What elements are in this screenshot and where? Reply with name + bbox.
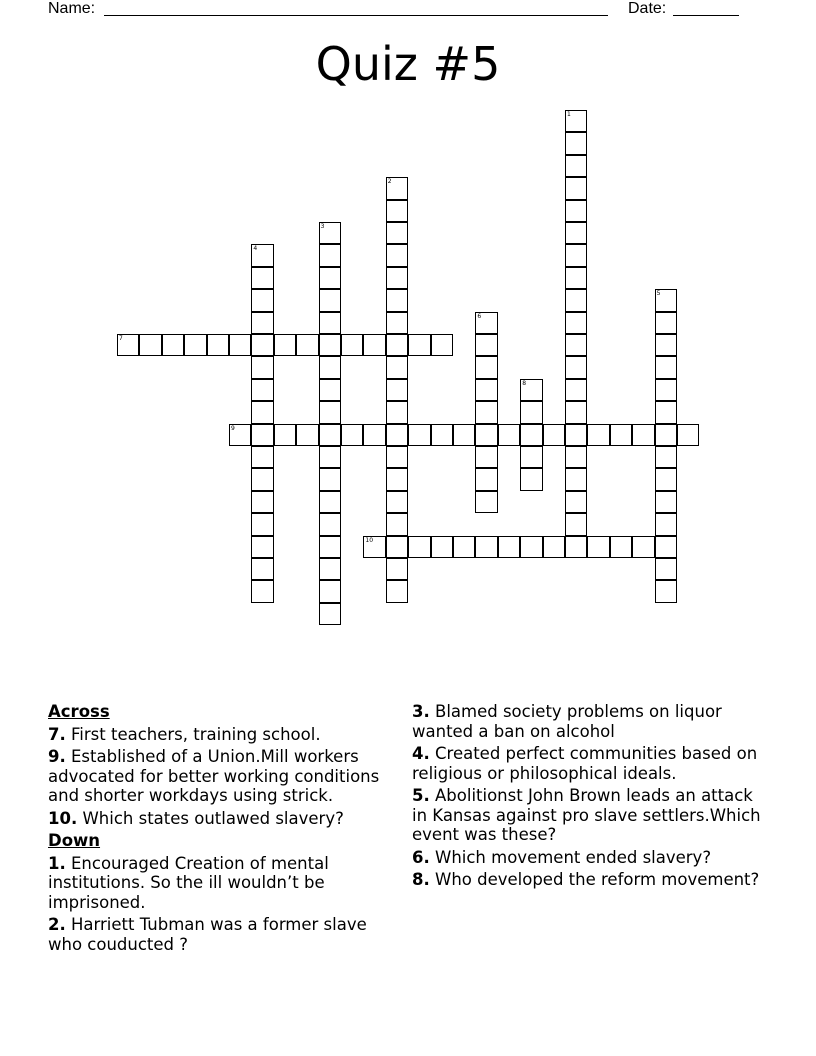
crossword-cell[interactable] [251, 289, 273, 311]
crossword-cell[interactable] [386, 379, 408, 401]
crossword-cell[interactable] [520, 446, 542, 468]
crossword-cell[interactable] [251, 334, 273, 356]
crossword-cell[interactable] [319, 580, 341, 602]
crossword-cell[interactable] [319, 289, 341, 311]
crossword-cell[interactable] [386, 401, 408, 423]
crossword-cell[interactable] [655, 558, 677, 580]
crossword-cell[interactable] [498, 536, 520, 558]
crossword-cell[interactable] [251, 491, 273, 513]
crossword-cell[interactable] [475, 424, 497, 446]
crossword-cell[interactable] [565, 536, 587, 558]
clue-text: First teachers, training school. [71, 724, 321, 744]
crossword-cell[interactable] [565, 177, 587, 199]
crossword-cell[interactable] [565, 468, 587, 490]
crossword-cell[interactable] [319, 513, 341, 535]
clue-number: 8. [412, 870, 430, 889]
crossword-cell[interactable] [655, 513, 677, 535]
clues-right-column [412, 702, 762, 893]
cell-number: 10 [365, 536, 374, 544]
crossword-cell[interactable] [386, 267, 408, 289]
crossword-cell[interactable] [520, 536, 542, 558]
page-title: Quiz #5 [315, 37, 501, 91]
crossword-cell[interactable] [520, 379, 542, 401]
crossword-cell[interactable] [655, 446, 677, 468]
crossword-cell[interactable] [162, 334, 184, 356]
clue-number: 3. [412, 702, 430, 721]
crossword-cell[interactable] [655, 491, 677, 513]
clue-text: Which movement ended slavery? [435, 847, 712, 867]
crossword-cell[interactable] [251, 401, 273, 423]
cell-number: 5 [656, 290, 661, 298]
crossword-cell[interactable] [251, 446, 273, 468]
crossword-cell[interactable] [565, 513, 587, 535]
crossword-cell[interactable] [565, 222, 587, 244]
cell-number: 4 [253, 245, 258, 253]
clue-number: 10. [48, 808, 78, 828]
clue-down-8 [412, 870, 762, 890]
name-label: Name: [48, 0, 96, 17]
clue-number: 1. [48, 853, 66, 873]
crossword-cell[interactable] [386, 446, 408, 468]
crossword-cell[interactable] [543, 536, 565, 558]
crossword-cell[interactable] [565, 132, 587, 154]
crossword-cell[interactable] [565, 267, 587, 289]
clue-number: 5. [412, 786, 430, 805]
clue-text: Created perfect communities based on religious or philosophical ideals. [412, 744, 758, 783]
crossword-cell[interactable] [319, 222, 341, 244]
clue-down-2 [48, 915, 404, 954]
crossword-cell[interactable] [520, 424, 542, 446]
crossword-cell[interactable] [319, 491, 341, 513]
crossword-cell[interactable] [587, 536, 609, 558]
clue-number: 9. [48, 747, 66, 766]
clue-across-10 [48, 809, 404, 829]
crossword-cell[interactable] [565, 155, 587, 177]
crossword-cell[interactable] [655, 401, 677, 423]
clue-text: Who developed the reform movement? [435, 870, 760, 889]
crossword-cell[interactable] [319, 312, 341, 334]
crossword-cell[interactable] [251, 468, 273, 490]
crossword-cell[interactable] [207, 334, 229, 356]
crossword-cell[interactable] [520, 401, 542, 423]
clue-across-9 [48, 747, 404, 806]
clue-text: Harriett Tubman was a former slave who couducted ? [48, 915, 367, 954]
crossword-cell[interactable] [475, 356, 497, 378]
crossword-cell[interactable] [408, 334, 430, 356]
crossword-cell[interactable] [386, 356, 408, 378]
crossword-cell[interactable] [319, 468, 341, 490]
crossword-cell[interactable] [565, 491, 587, 513]
cell-number: 1 [567, 111, 571, 118]
clue-number: 7. [48, 724, 66, 744]
crossword-cell[interactable] [677, 424, 699, 446]
crossword-cell[interactable] [251, 267, 273, 289]
cell-number: 6 [477, 312, 482, 320]
crossword-cell[interactable] [565, 110, 587, 132]
crossword-cell[interactable] [139, 334, 161, 356]
crossword-cell[interactable] [475, 312, 497, 334]
crossword-cell[interactable] [319, 267, 341, 289]
crossword-cell[interactable] [319, 334, 341, 356]
crossword-cell[interactable] [251, 356, 273, 378]
crossword-cell[interactable] [341, 424, 363, 446]
clue-down-4 [412, 744, 762, 783]
crossword-cell[interactable] [251, 513, 273, 535]
cell-number: 2 [387, 178, 392, 186]
crossword-cell[interactable] [386, 312, 408, 334]
crossword-cell[interactable] [386, 558, 408, 580]
crossword-cell[interactable] [251, 580, 273, 602]
crossword-cell[interactable] [296, 334, 318, 356]
crossword-cell[interactable] [251, 379, 273, 401]
cell-number: 7 [119, 335, 123, 342]
crossword-cell[interactable] [184, 334, 206, 356]
crossword-cell[interactable] [319, 379, 341, 401]
crossword-cell[interactable] [386, 334, 408, 356]
cell-number: 8 [522, 379, 527, 387]
crossword-cell[interactable] [363, 536, 385, 558]
crossword-cell[interactable] [319, 356, 341, 378]
clue-number: 6. [412, 847, 430, 867]
crossword-cell[interactable] [251, 558, 273, 580]
crossword-cell[interactable] [229, 424, 251, 446]
clue-text: Blamed society problems on liquor wanted a ban on alcohol [412, 702, 722, 741]
clue-number: 2. [48, 915, 66, 934]
crossword-cell[interactable] [341, 334, 363, 356]
crossword-cell[interactable] [319, 603, 341, 625]
clue-number: 4. [412, 744, 430, 763]
crossword-cell[interactable] [610, 424, 632, 446]
crossword-cell[interactable] [319, 401, 341, 423]
crossword-cell[interactable] [319, 244, 341, 266]
crossword-cell[interactable] [475, 379, 497, 401]
crossword-cell[interactable] [475, 491, 497, 513]
crossword-cell[interactable] [655, 356, 677, 378]
cell-number: 3 [320, 223, 325, 230]
crossword-cell[interactable] [565, 401, 587, 423]
crossword-cell[interactable] [565, 312, 587, 334]
crossword-cell[interactable] [274, 334, 296, 356]
crossword-cell[interactable] [363, 424, 385, 446]
crossword-cell[interactable] [251, 312, 273, 334]
crossword-cell[interactable] [319, 446, 341, 468]
crossword-cell[interactable] [319, 536, 341, 558]
crossword-cell[interactable] [565, 379, 587, 401]
crossword-cell[interactable] [632, 536, 654, 558]
crossword-cell[interactable] [319, 558, 341, 580]
crossword-cell[interactable] [319, 424, 341, 446]
crossword-cell[interactable] [453, 536, 475, 558]
crossword-cell[interactable] [386, 536, 408, 558]
crossword-cell[interactable] [565, 356, 587, 378]
crossword-cell[interactable] [565, 244, 587, 266]
crossword-cell[interactable] [565, 424, 587, 446]
clue-down-3 [412, 702, 762, 741]
crossword-cell[interactable] [520, 468, 542, 490]
down-heading: Down [48, 831, 101, 850]
clue-text: Abolitionst John Brown leads an attack in Kansas against pro slave settlers.Which event was these? [412, 786, 761, 844]
crossword-cell[interactable] [475, 446, 497, 468]
crossword-cell[interactable] [543, 424, 565, 446]
crossword-cell[interactable] [296, 424, 318, 446]
clues-left-column [48, 702, 404, 957]
crossword-cell[interactable] [565, 446, 587, 468]
crossword-cell[interactable] [274, 424, 296, 446]
crossword-cell[interactable] [408, 536, 430, 558]
crossword-cell[interactable] [386, 244, 408, 266]
crossword-cell[interactable] [386, 580, 408, 602]
across-heading: Across [48, 702, 110, 721]
crossword-cell[interactable] [431, 424, 453, 446]
clue-text: Which states outlawed slavery? [82, 808, 344, 828]
crossword-cell[interactable] [251, 536, 273, 558]
crossword-cell[interactable] [655, 536, 677, 558]
crossword-cell[interactable] [655, 424, 677, 446]
crossword-cell[interactable] [565, 200, 587, 222]
cell-number: 9 [231, 424, 235, 432]
crossword-cell[interactable] [251, 244, 273, 266]
crossword-cell[interactable] [610, 536, 632, 558]
crossword-cell[interactable] [363, 334, 385, 356]
clue-down-1 [48, 854, 404, 913]
crossword-cell[interactable] [655, 468, 677, 490]
crossword-cell[interactable] [565, 289, 587, 311]
crossword-cell[interactable] [655, 289, 677, 311]
crossword-cell[interactable] [475, 401, 497, 423]
clue-text: Encouraged Creation of mental institutions. So the ill wouldn’t be imprisoned. [48, 853, 329, 912]
crossword-cell[interactable] [475, 468, 497, 490]
crossword-cell[interactable] [655, 312, 677, 334]
crossword-cell[interactable] [386, 424, 408, 446]
crossword-cell[interactable] [565, 334, 587, 356]
clue-down-5 [412, 786, 762, 845]
clue-down-6 [412, 848, 762, 868]
crossword-cell[interactable] [251, 424, 273, 446]
crossword-cell[interactable] [386, 222, 408, 244]
crossword-cell[interactable] [117, 334, 139, 356]
crossword-cell[interactable] [655, 379, 677, 401]
crossword-cell[interactable] [386, 200, 408, 222]
crossword-cell[interactable] [587, 424, 609, 446]
crossword-cell[interactable] [475, 536, 497, 558]
crossword-cell[interactable] [498, 424, 520, 446]
crossword-cell[interactable] [408, 424, 430, 446]
crossword-cell[interactable] [655, 580, 677, 602]
crossword-cell[interactable] [386, 491, 408, 513]
crossword-cell[interactable] [632, 424, 654, 446]
crossword-cell[interactable] [655, 334, 677, 356]
clue-text: Established of a Union.Mill workers advocated for better working conditions and shorter workdays using strick. [48, 747, 380, 805]
crossword-cell[interactable] [386, 177, 408, 199]
crossword-cell[interactable] [386, 289, 408, 311]
crossword-cell[interactable] [229, 334, 251, 356]
crossword-cell[interactable] [431, 536, 453, 558]
crossword-cell[interactable] [475, 334, 497, 356]
crossword-cell[interactable] [453, 424, 475, 446]
crossword-cell[interactable] [386, 513, 408, 535]
crossword-cell[interactable] [431, 334, 453, 356]
date-label: Date: [628, 0, 667, 17]
crossword-cell[interactable] [386, 468, 408, 490]
clue-across-7 [48, 725, 404, 745]
